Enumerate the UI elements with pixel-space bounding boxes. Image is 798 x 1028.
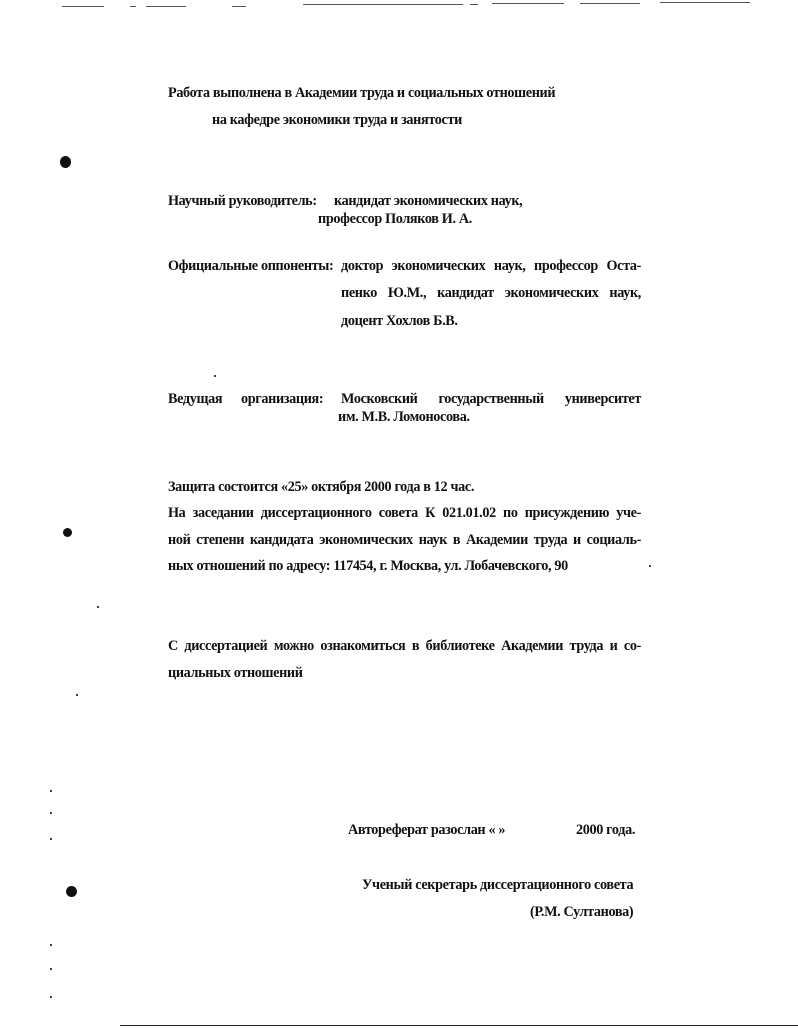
mailing-label: Автореферат разослан « » bbox=[348, 822, 506, 838]
supervisor-label: Научный руководитель: bbox=[168, 193, 317, 209]
ink-blot bbox=[66, 886, 77, 897]
scan-speck bbox=[50, 838, 52, 840]
defense-line-4: ных отношений по адресу: 117454, г. Москва, ул. Лобачевского, 90 bbox=[168, 558, 568, 574]
leading-org-label-2: организация: bbox=[241, 391, 324, 407]
scan-speck bbox=[50, 968, 52, 970]
scan-speck bbox=[214, 375, 216, 377]
secretary-title: Ученый секретарь диссертационного совета bbox=[362, 877, 634, 893]
scan-speck bbox=[76, 694, 78, 696]
defense-line-3: ной степени кандидата экономических наук в Академии труда и социаль- bbox=[168, 532, 641, 548]
ink-blot bbox=[60, 156, 71, 168]
scan-speck bbox=[50, 812, 52, 814]
header-line-2: на кафедре экономики труда и занятости bbox=[212, 112, 462, 128]
library-line-2: циальных отношений bbox=[168, 665, 303, 681]
scan-speck bbox=[50, 996, 52, 998]
opponents-line-1: доктор экономических наук, профессор Оста- bbox=[341, 258, 641, 274]
scan-speck bbox=[50, 944, 52, 946]
leading-org-line-2: им. М.В. Ломоносова. bbox=[338, 409, 470, 425]
opponents-label: Официальные оппоненты: bbox=[168, 258, 334, 274]
leading-org-label-1: Ведущая bbox=[168, 391, 223, 407]
supervisor-line-1: кандидат экономических наук, bbox=[334, 193, 523, 209]
scan-speck bbox=[97, 606, 99, 608]
secretary-name: (Р.М. Султанова) bbox=[530, 904, 634, 920]
defense-line-2: На заседании диссертационного совета К 021.01.02 по присуждению уче- bbox=[168, 505, 641, 521]
scan-edge-bottom bbox=[120, 1025, 798, 1026]
opponents-line-3: доцент Хохлов Б.В. bbox=[341, 313, 458, 329]
library-line-1: С диссертацией можно ознакомиться в библиотеке Академии труда и со- bbox=[168, 638, 641, 654]
defense-line-1: Защита состоится «25» октября 2000 года в 12 час. bbox=[168, 479, 475, 495]
scan-speck bbox=[649, 565, 651, 567]
scan-speck bbox=[50, 790, 52, 792]
opponents-line-2: пенко Ю.М., кандидат экономических наук, bbox=[341, 285, 641, 301]
leading-org-line-1: Московский государственный университет bbox=[341, 391, 641, 407]
ink-blot bbox=[63, 528, 72, 537]
supervisor-line-2: профессор Поляков И. А. bbox=[318, 211, 472, 227]
header-line-1: Работа выполнена в Академии труда и социальных отношений bbox=[168, 85, 556, 101]
mailing-year: 2000 года. bbox=[576, 822, 636, 838]
